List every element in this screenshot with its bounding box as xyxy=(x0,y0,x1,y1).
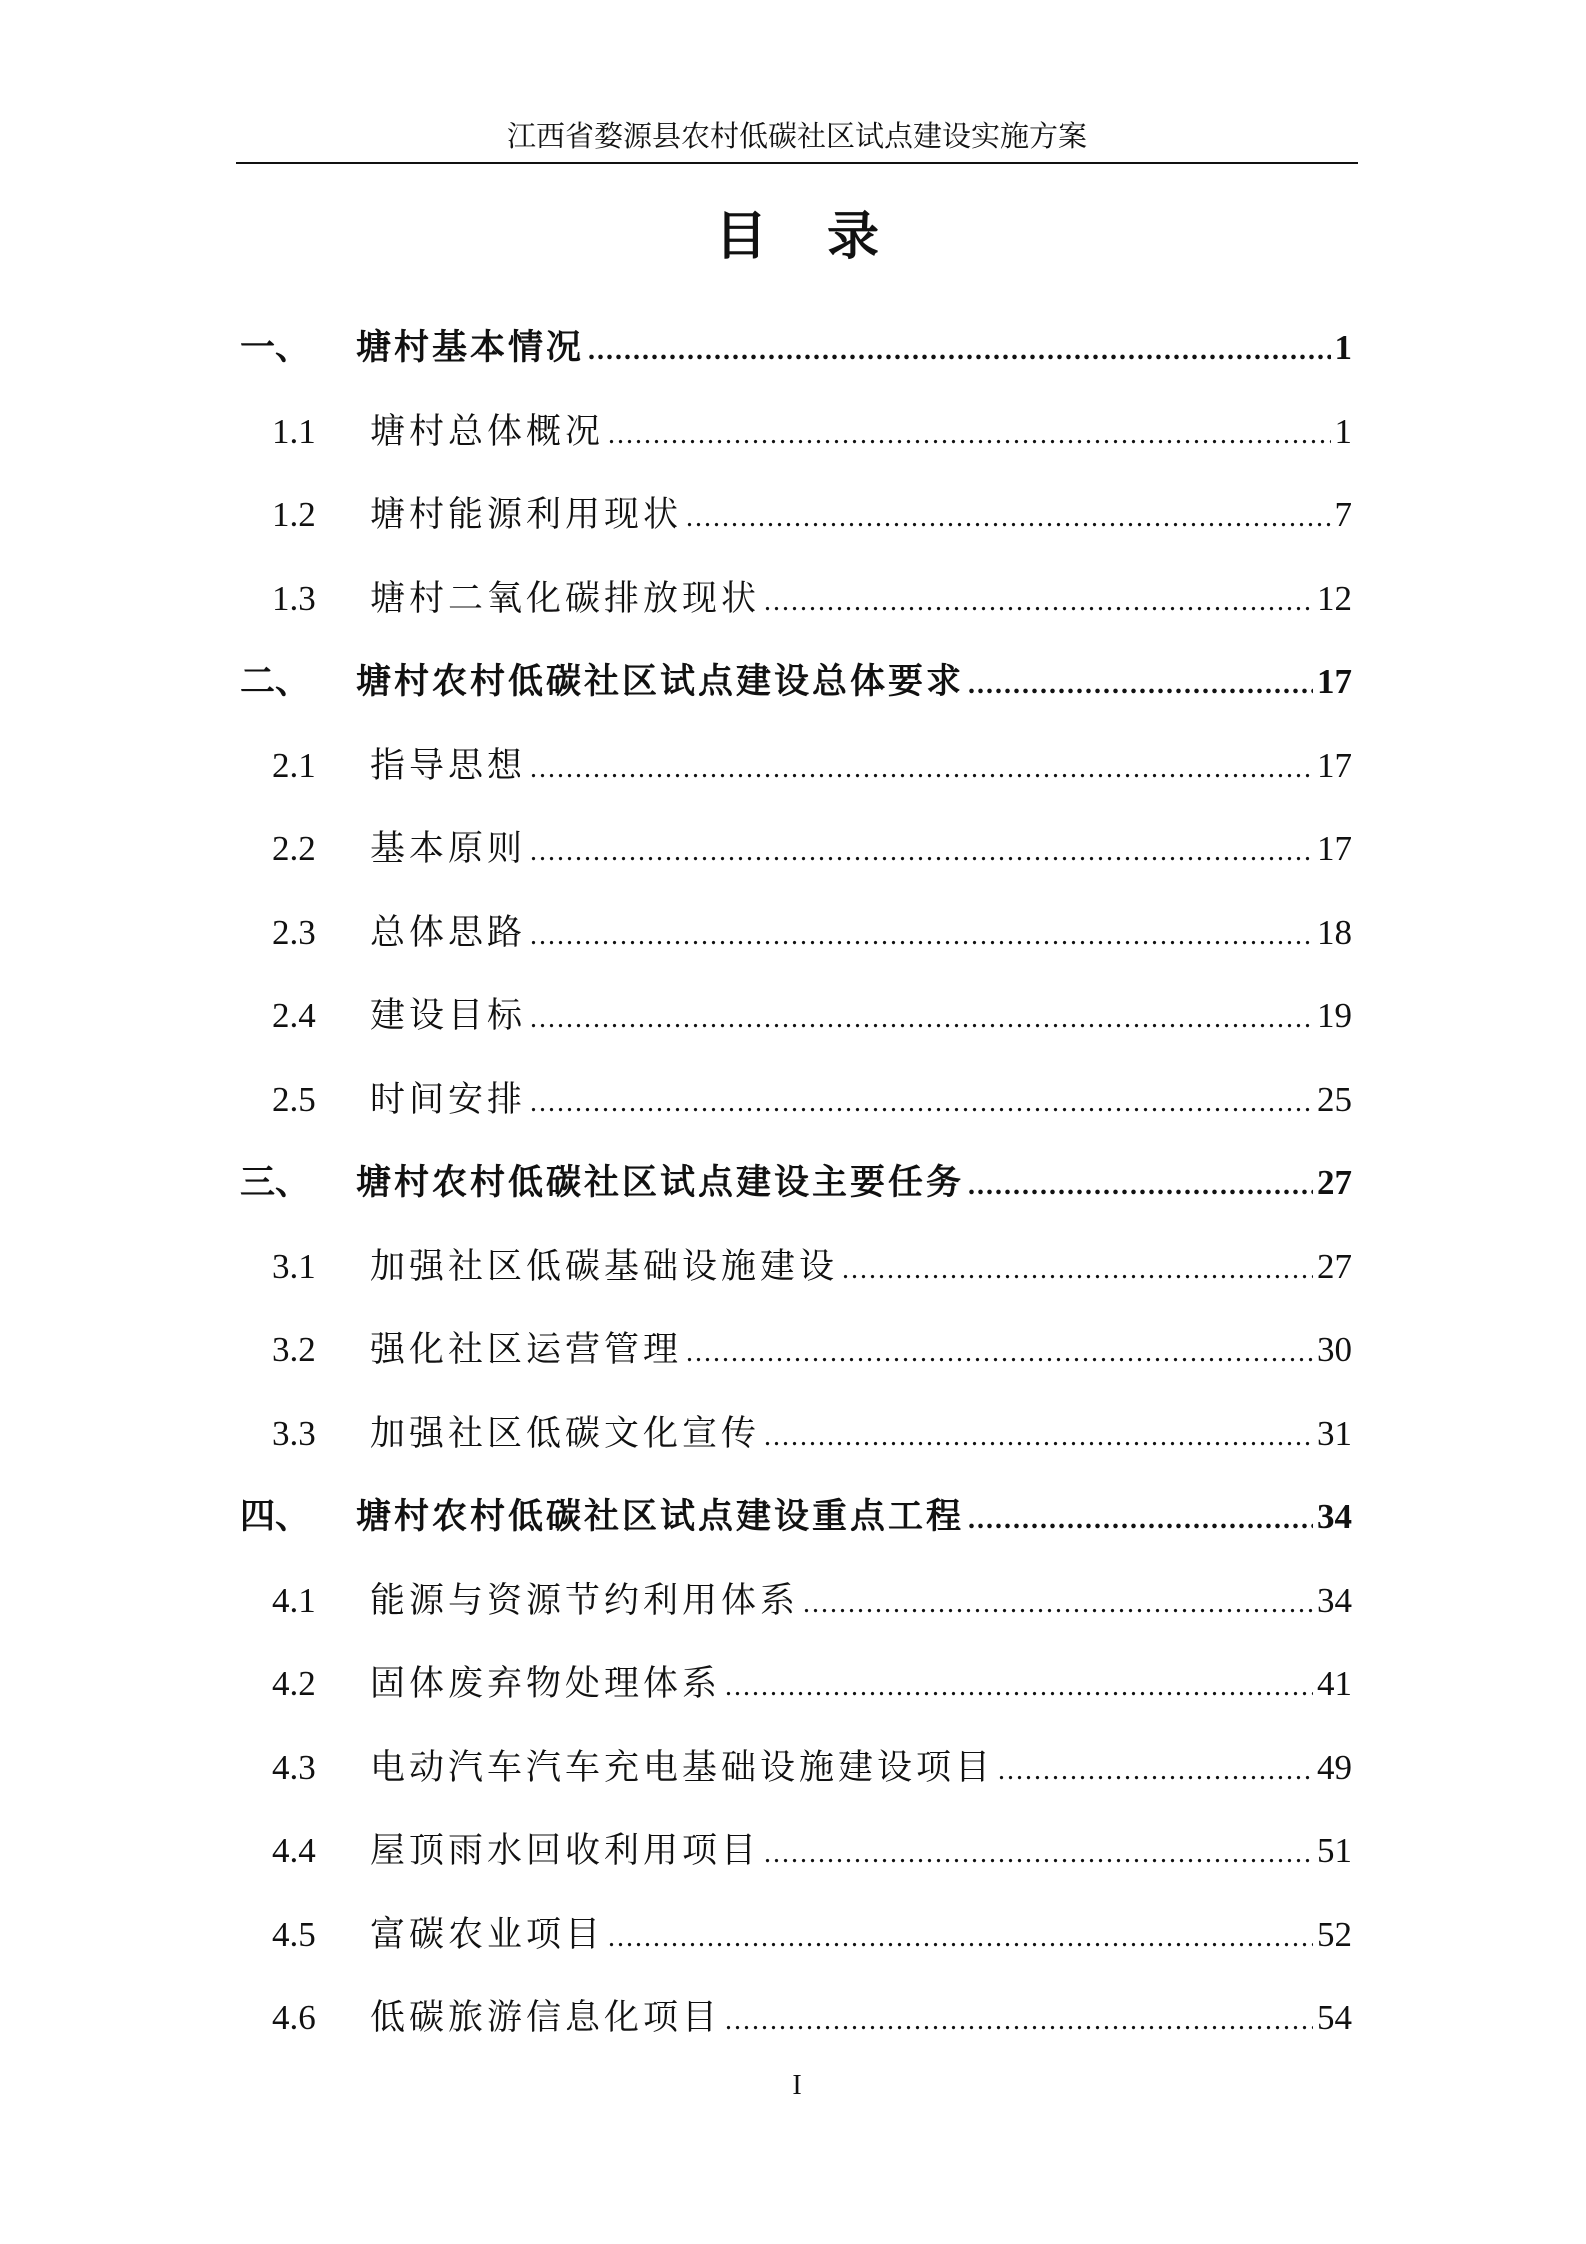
toc-entry-page: 12 xyxy=(1317,578,1352,618)
toc-entry-number: 1.2 xyxy=(272,495,316,534)
toc-entry-page: 54 xyxy=(1317,1998,1352,2037)
toc-dot-leader xyxy=(764,1812,1313,1893)
toc-dot-leader xyxy=(725,1645,1313,1726)
toc-entry-title: 固体废弃物处理体系 xyxy=(370,1664,722,1704)
toc-entry-page: 27 xyxy=(1317,1246,1352,1286)
toc-section-row[interactable] xyxy=(240,1392,1352,1476)
toc-entry-page: 30 xyxy=(1317,1330,1352,1369)
toc-entry-page: 25 xyxy=(1317,1079,1352,1119)
toc-entry-title: 时间安排 xyxy=(370,1079,527,1120)
toc-entry-title: 富碳农业项目 xyxy=(370,1914,605,1955)
toc-entry-page: 7 xyxy=(1334,495,1352,534)
toc-entry-number: 4.1 xyxy=(272,1580,316,1620)
toc-entry-number: 4.5 xyxy=(272,1914,316,1954)
toc-entry-number: 3.1 xyxy=(272,1246,316,1286)
toc-section-row[interactable] xyxy=(240,1726,1352,1810)
toc-entry-number: 4.2 xyxy=(272,1664,316,1703)
toc-dot-leader xyxy=(530,894,1313,975)
toc-dot-leader xyxy=(530,977,1313,1058)
toc-dot-leader xyxy=(998,1729,1313,1810)
toc-dot-leader xyxy=(530,810,1313,891)
toc-entry-page: 34 xyxy=(1317,1580,1352,1620)
toc-section-row[interactable] xyxy=(240,724,1352,808)
toc-entry-title: 能源与资源节约利用体系 xyxy=(370,1580,800,1621)
toc-dot-leader xyxy=(530,1061,1313,1142)
toc-section-row[interactable] xyxy=(240,1976,1352,2060)
toc-entry-page: 34 xyxy=(1317,1497,1352,1536)
toc-entry-page: 17 xyxy=(1317,745,1352,785)
toc-section-row[interactable] xyxy=(240,1308,1352,1392)
toc-entry-title: 塘村能源利用现状 xyxy=(370,495,683,535)
table-of-contents xyxy=(240,306,1352,2060)
toc-entry-title: 强化社区运营管理 xyxy=(370,1330,683,1370)
toc-entry-title: 指导思想 xyxy=(370,745,527,786)
toc-entry-title: 塘村总体概况 xyxy=(370,411,605,452)
toc-entry-title: 屋顶雨水回收利用项目 xyxy=(370,1831,761,1871)
toc-dot-leader xyxy=(686,476,1330,557)
toc-entry-title: 总体思路 xyxy=(370,912,527,953)
toc-entry-number: 2.1 xyxy=(272,745,316,785)
toc-dot-leader xyxy=(608,1896,1313,1977)
toc-entry-page: 27 xyxy=(1317,1163,1352,1202)
toc-entry-number: 二、 xyxy=(240,662,311,702)
toc-dot-leader xyxy=(725,1979,1313,2060)
toc-entry-page: 51 xyxy=(1317,1831,1352,1870)
toc-entry-number: 4.6 xyxy=(272,1998,316,2037)
toc-chapter-row[interactable] xyxy=(240,306,1352,390)
toc-entry-number: 1.1 xyxy=(272,411,316,451)
toc-section-row[interactable] xyxy=(240,1058,1352,1142)
toc-dot-leader xyxy=(968,643,1313,724)
toc-entry-page: 17 xyxy=(1317,662,1352,701)
toc-dot-leader xyxy=(686,1311,1313,1392)
header-rule xyxy=(236,162,1358,164)
toc-entry-number: 四、 xyxy=(240,1497,311,1537)
toc-entry-page: 49 xyxy=(1317,1747,1352,1787)
toc-entry-title: 塘村农村低碳社区试点建设重点工程 xyxy=(356,1497,965,1537)
toc-section-row[interactable] xyxy=(240,891,1352,975)
toc-entry-page: 17 xyxy=(1317,829,1352,868)
toc-entry-page: 1 xyxy=(1334,411,1352,451)
toc-entry-page: 19 xyxy=(1317,996,1352,1035)
toc-dot-leader xyxy=(764,1395,1313,1476)
toc-entry-title: 加强社区低碳文化宣传 xyxy=(370,1413,761,1454)
toc-section-row[interactable] xyxy=(240,974,1352,1058)
toc-chapter-row[interactable] xyxy=(240,640,1352,724)
page-header: 江西省婺源县农村低碳社区试点建设实施方案 xyxy=(506,119,1087,153)
toc-dot-leader xyxy=(968,1144,1313,1225)
toc-entry-page: 52 xyxy=(1317,1914,1352,1954)
toc-dot-leader xyxy=(764,560,1313,641)
toc-title: 目录 xyxy=(714,207,939,267)
toc-section-row[interactable] xyxy=(240,1893,1352,1977)
toc-section-row[interactable] xyxy=(240,1225,1352,1309)
toc-entry-title: 塘村农村低碳社区试点建设总体要求 xyxy=(356,662,965,702)
toc-entry-number: 4.3 xyxy=(272,1747,316,1787)
toc-entry-title: 基本原则 xyxy=(370,829,527,869)
toc-dot-leader xyxy=(842,1228,1313,1309)
toc-entry-title: 塘村农村低碳社区试点建设主要任务 xyxy=(356,1163,965,1203)
toc-entry-title: 加强社区低碳基础设施建设 xyxy=(370,1246,839,1287)
page-number: I xyxy=(792,2070,802,2101)
toc-entry-page: 1 xyxy=(1334,328,1352,367)
toc-entry-title: 塘村基本情况 xyxy=(356,328,585,368)
toc-entry-title: 低碳旅游信息化项目 xyxy=(370,1998,722,2038)
toc-dot-leader xyxy=(588,309,1330,390)
toc-chapter-row[interactable] xyxy=(240,1475,1352,1559)
toc-section-row[interactable] xyxy=(240,557,1352,641)
toc-entry-number: 3.2 xyxy=(272,1330,316,1369)
toc-entry-number: 2.5 xyxy=(272,1079,316,1119)
toc-entry-title: 电动汽车汽车充电基础设施建设项目 xyxy=(370,1747,995,1788)
toc-section-row[interactable] xyxy=(240,1559,1352,1643)
toc-section-row[interactable] xyxy=(240,473,1352,557)
toc-section-row[interactable] xyxy=(240,1642,1352,1726)
toc-dot-leader xyxy=(968,1478,1313,1559)
toc-chapter-row[interactable] xyxy=(240,1141,1352,1225)
toc-section-row[interactable] xyxy=(240,807,1352,891)
toc-entry-number: 4.4 xyxy=(272,1831,316,1870)
toc-dot-leader xyxy=(530,727,1313,808)
toc-entry-number: 1.3 xyxy=(272,578,316,618)
toc-entry-title: 建设目标 xyxy=(370,996,527,1036)
toc-entry-number: 3.3 xyxy=(272,1413,316,1453)
toc-dot-leader xyxy=(803,1562,1313,1643)
toc-entry-title: 塘村二氧化碳排放现状 xyxy=(370,578,761,619)
toc-dot-leader xyxy=(608,393,1330,474)
toc-entry-number: 2.4 xyxy=(272,996,316,1035)
toc-entry-number: 一、 xyxy=(240,328,311,368)
toc-entry-page: 18 xyxy=(1317,912,1352,952)
toc-entry-number: 2.3 xyxy=(272,912,316,952)
toc-entry-page: 41 xyxy=(1317,1664,1352,1703)
toc-entry-page: 31 xyxy=(1317,1413,1352,1453)
toc-section-row[interactable] xyxy=(240,390,1352,474)
toc-entry-number: 2.2 xyxy=(272,829,316,868)
toc-section-row[interactable] xyxy=(240,1809,1352,1893)
toc-entry-number: 三、 xyxy=(240,1163,311,1203)
